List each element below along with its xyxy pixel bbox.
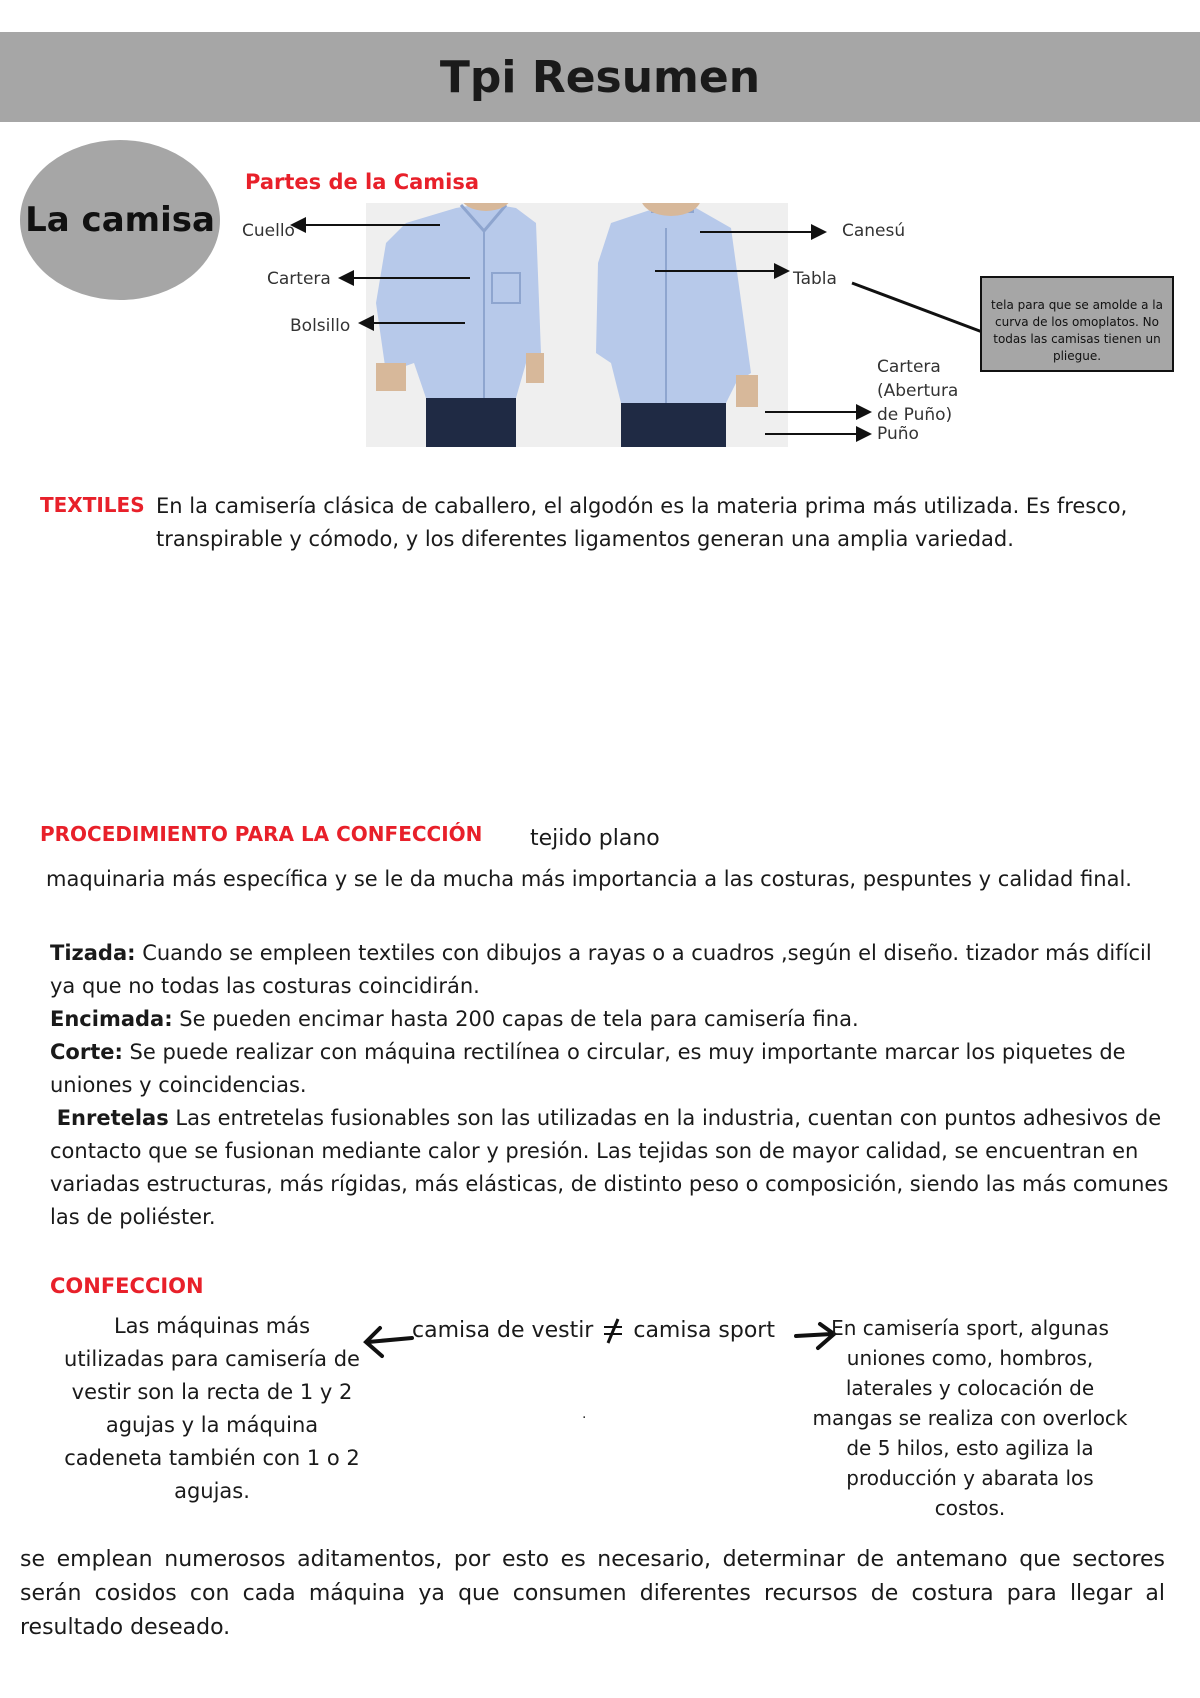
label-cartera-puno-line2: (Abertura bbox=[877, 381, 959, 401]
confeccion-middle bbox=[412, 1314, 775, 1347]
label-cartera: Cartera bbox=[267, 269, 331, 289]
step-tizada bbox=[50, 937, 1170, 1003]
step-text: Se pueden encimar hasta 200 capas de tela para camisería fina. bbox=[172, 1007, 859, 1031]
textiles-text: En la camisería clásica de caballero, el algodón es la materia prima más utilizada. Es fresco, transpirable y cómodo, y los diferentes ligamentos generan una amplia variedad. bbox=[156, 494, 1128, 551]
procedimiento-steps bbox=[50, 937, 1170, 1234]
camisa-sport: camisa sport bbox=[633, 1318, 775, 1343]
procedimiento-intro: maquinaria más específica y se le da mucha más importancia a las costuras, pespuntes y calidad final. bbox=[46, 867, 1132, 891]
step-text: Se puede realizar con máquina rectilínea o circular, es muy importante marcar los piquetes de uniones y coincidencias. bbox=[50, 1040, 1126, 1097]
step-encimada bbox=[50, 1003, 1170, 1036]
confeccion-heading: CONFECCION bbox=[50, 1274, 204, 1298]
diagram-title: Partes de la Camisa bbox=[245, 170, 480, 194]
label-bolsillo: Bolsillo bbox=[290, 316, 351, 336]
textiles-heading: TEXTILES bbox=[40, 493, 145, 517]
step-text: Las entretelas fusionables son las utilizadas en la industria, cuentan con puntos adhesivos de contacto que se fusionan mediante calor y presión. Las tejidas son de mayor calidad, se encuentran en variadas estructuras, más rígidas, más elásticas, de distinto peso o composición, siendo las más comunes las de poliéster. bbox=[50, 1106, 1169, 1229]
diagram-arrows bbox=[0, 0, 1200, 470]
confeccion-left-text: Las máquinas más utilizadas para camisería de vestir son la recta de 1 y 2 agujas y la máquina cadeneta también con 1 o 2 agujas. bbox=[64, 1314, 360, 1503]
page-title: Tpi Resumen bbox=[439, 51, 761, 103]
confeccion-final-text: se emplean numerosos aditamentos, por esto es necesario, determinar de antemano que sectores serán cosidos con cada máquina ya que consumen diferentes recursos de costura para llegar al resultado deseado. bbox=[20, 1547, 1165, 1640]
label-cartera-puno-line3: de Puño) bbox=[877, 405, 953, 425]
step-label: Enretelas bbox=[56, 1106, 169, 1130]
step-enretelas bbox=[50, 1102, 1170, 1234]
step-corte bbox=[50, 1036, 1170, 1102]
section-label: La camisa bbox=[25, 200, 215, 240]
step-label: Encimada: bbox=[50, 1007, 173, 1031]
arrow-left-icon bbox=[360, 1320, 420, 1360]
procedimiento-heading: PROCEDIMIENTO PARA LA CONFECCIÓN bbox=[40, 822, 483, 846]
confeccion-right-text: En camisería sport, algunas uniones como, hombros, laterales y colocación de mangas se realiza con overlock de 5 hilos, esto agiliza la producción y abarata los costos. bbox=[812, 1316, 1128, 1520]
label-tabla: Tabla bbox=[793, 269, 837, 289]
tabla-note: tela para que se amolde a la curva de los omoplatos. No todas las camisas tienen un pliegue. bbox=[980, 276, 1174, 372]
procedimiento-side: tejido plano bbox=[530, 826, 660, 851]
step-label: Tizada: bbox=[50, 941, 136, 965]
camisa-vestir: camisa de vestir bbox=[412, 1318, 594, 1343]
step-text: Cuando se empleen textiles con dibujos a rayas o a cuadros ,según el diseño. tizador más difícil ya que no todas las costuras coincidirán. bbox=[50, 941, 1152, 998]
label-canesu: Canesú bbox=[842, 221, 906, 241]
step-label: Corte: bbox=[50, 1040, 123, 1064]
label-cartera-puno bbox=[877, 355, 958, 427]
label-cartera-puno-line1: Cartera bbox=[877, 357, 941, 377]
label-cuello: Cuello bbox=[242, 221, 295, 241]
stray-dot: . bbox=[582, 1405, 587, 1422]
label-puno: Puño bbox=[877, 424, 919, 444]
